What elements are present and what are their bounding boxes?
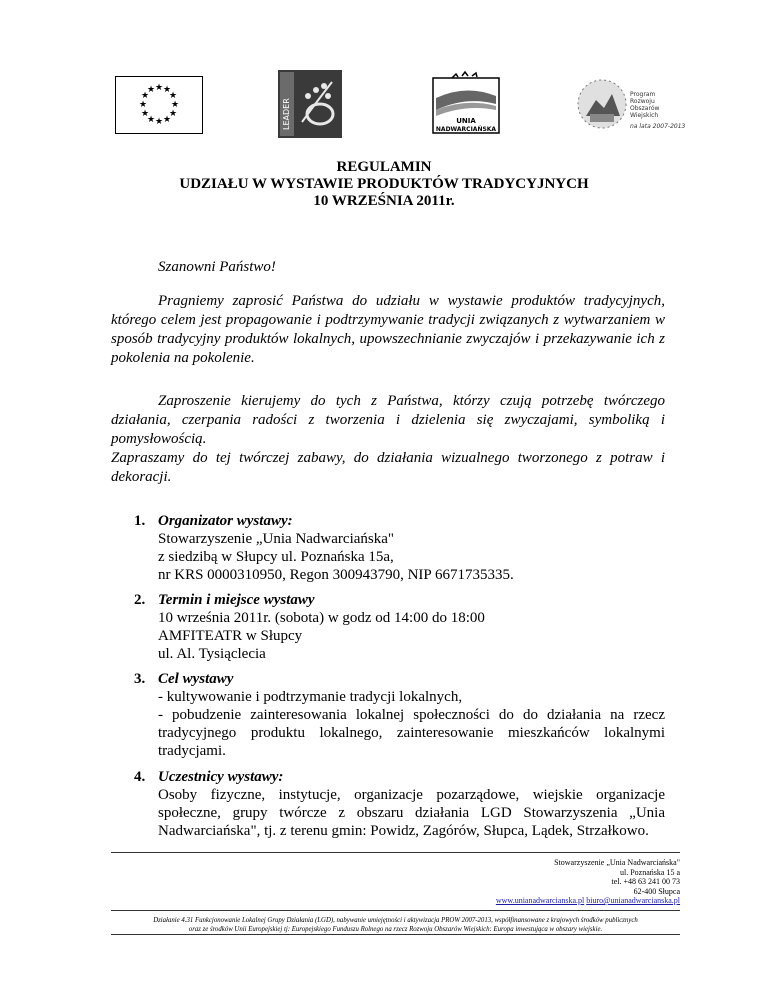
section-heading: Cel wystawy	[158, 671, 234, 687]
svg-text:UNIA: UNIA	[456, 117, 476, 125]
footer-divider-2	[111, 910, 680, 911]
section-goal	[134, 670, 665, 760]
intro-paragraph-3: Zapraszamy do tej twórczej zabawy, do działania wizualnego tworzonego z potraw i dekoracji.	[111, 450, 665, 485]
section-heading: Termin i miejsce wystawy	[158, 592, 315, 608]
svg-text:★: ★	[146, 85, 156, 95]
greeting: Szanowni Państwo!	[158, 259, 276, 275]
section-line: - kultywowanie i podtrzymanie tradycji lokalnych,	[158, 689, 463, 705]
section-heading: Organizator wystawy:	[158, 513, 293, 529]
section-line: - pobudzenie zainteresowania lokalnej społeczności do do działania na rzecz tradycyjnego produktu lokalnego, zainteresowanie mieszkańców lokalnymi tradycjami.	[158, 707, 665, 759]
title-line-1: REGULAMIN	[336, 159, 432, 175]
prow-logo	[574, 74, 694, 134]
funding-note	[111, 916, 680, 934]
svg-text:★: ★	[138, 100, 148, 110]
svg-text:★: ★	[162, 115, 172, 125]
svg-text:★: ★	[162, 85, 172, 95]
footer-org: Stowarzyszenie „Unia Nadwarciańska"	[554, 858, 680, 867]
section-line: Stowarzyszenie „Unia Nadwarciańska"	[158, 531, 395, 547]
section-number: 4.	[134, 769, 146, 785]
footer-divider	[111, 852, 680, 853]
eu-flag-logo	[115, 76, 203, 134]
svg-text:NADWARCIAŃSKA: NADWARCIAŃSKA	[435, 126, 497, 133]
unia-nadwarcianska-logo	[432, 70, 500, 134]
logo-bar	[0, 70, 768, 140]
intro-paragraph-1: Pragniemy zaprosić Państwa do udziału w wystawie produktów tradycyjnych, którego celem jest propagowanie i podtrzymywanie tradycji związanych z wytwarzaniem w sposób tradycyjny produktów lokalnych, upowszechnianie zwyczajów i przekazywanie ich z pokolenia na pokolenie.	[111, 293, 665, 366]
funding-note-line-1: Działanie 4.31 Funkcjonowanie Lokalnej Grupy Działania (LGD), nabywanie umiejętności i aktywizacja PROW 2007-2013, współfinansowane z krajowych środków publicznych	[153, 917, 638, 924]
svg-text:★: ★	[168, 91, 178, 101]
funding-note-line-2: oraz ze środków Unii Europejskiej tj: Europejskiego Funduszu Rolnego na rzecz Rozwoju Obszarów Wiejskich: Europa inwestująca w obszary wiejskie.	[188, 926, 603, 933]
section-number: 2.	[134, 592, 146, 608]
svg-text:★: ★	[154, 117, 164, 127]
svg-text:★: ★	[154, 83, 164, 93]
section-organizer	[134, 512, 665, 584]
svg-text:LEADER: LEADER	[282, 98, 291, 130]
footer-phone: tel. +48 63 241 00 73	[611, 877, 680, 886]
section-line: AMFITEATR w Słupcy	[158, 628, 303, 644]
footer-divider-3	[111, 934, 680, 935]
section-line: 10 września 2011r. (sobota) w godz od 14:00 do 18:00	[158, 610, 485, 626]
footer-website-link[interactable]: www.unianadwarcianska.pl	[495, 896, 585, 905]
title-line-2: UDZIAŁU W WYSTAWIE PRODUKTÓW TRADYCYJNYCH	[179, 176, 589, 192]
leader-logo	[278, 70, 342, 138]
section-line: Osoby fizyczne, instytucje, organizacje pozarządowe, wiejskie organizacje społeczne, grupy twórcze z obszaru działania LGD Stowarzyszenia „Unia Nadwarciańska", tj. z terenu gmin: Powidz, Zagórów, Słupca, Lądek, Strzałkowo.	[158, 787, 665, 839]
section-heading: Uczestnicy wystawy:	[158, 769, 284, 785]
footer-city: 62-400 Słupca	[633, 886, 680, 896]
intro-paragraph-2: Zaproszenie kierujemy do tych z Państwa, którzy czują potrzebę twórczego działania, czerpania radości z tworzenia i dzielenia się zwyczajami, symboliką i pomysłowością.	[111, 393, 665, 447]
svg-text:★: ★	[146, 115, 156, 125]
svg-text:★: ★	[140, 91, 150, 101]
section-number: 1.	[134, 513, 146, 529]
section-line: z siedzibą w Słupcy ul. Poznańska 15a,	[158, 549, 394, 565]
section-participants	[134, 768, 665, 840]
section-line: ul. Al. Tysiąclecia	[158, 646, 266, 662]
svg-text:Rozwoju: Rozwoju	[630, 98, 655, 105]
section-number: 3.	[134, 671, 146, 687]
section-date-place	[134, 591, 665, 663]
svg-text:★: ★	[140, 109, 150, 119]
svg-text:★: ★	[168, 109, 178, 119]
footer-email-link[interactable]: biuro@unianadwarcianska.pl	[586, 896, 680, 905]
footer-contact	[496, 858, 680, 906]
svg-text:★: ★	[170, 100, 180, 110]
svg-text:Wiejskich: Wiejskich	[630, 112, 659, 119]
svg-text:Obszarów: Obszarów	[630, 105, 660, 112]
title-line-3: 10 WRZEŚNIA 2011r.	[313, 193, 455, 209]
section-line: nr KRS 0000310950, Regon 300943790, NIP 6671735335.	[158, 567, 514, 583]
svg-text:Program: Program	[630, 91, 656, 98]
svg-text:na lata 2007-2013: na lata 2007-2013	[630, 123, 686, 130]
footer-street: ul. Poznańska 15 a	[620, 867, 680, 877]
document-title	[0, 159, 768, 210]
